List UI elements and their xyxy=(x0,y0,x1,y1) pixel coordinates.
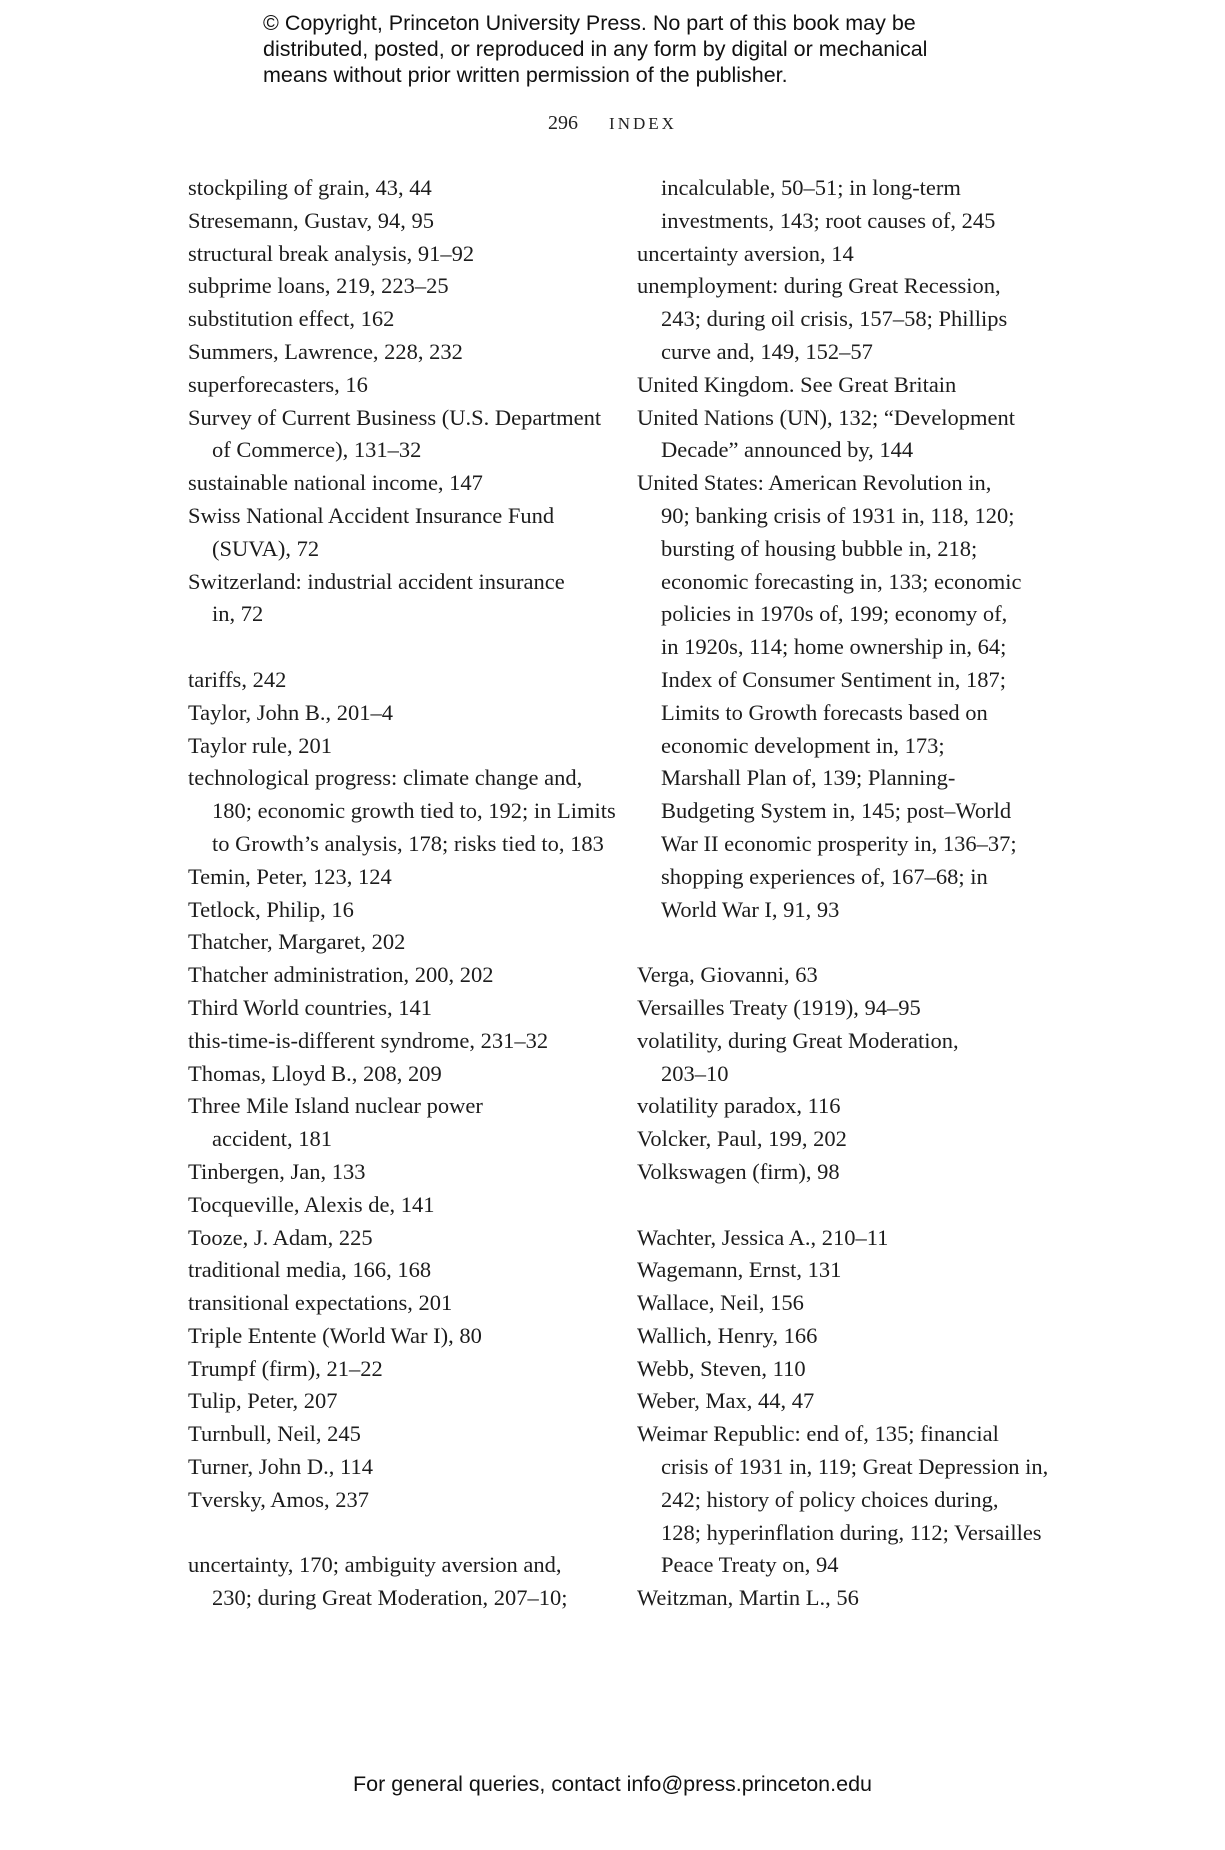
index-entry-line: Taylor rule, 201 xyxy=(188,732,333,758)
index-entry-line: in, 72 xyxy=(212,601,264,627)
index-entry-line: Volkswagen (firm), 98 xyxy=(637,1158,840,1184)
index-entry-line: bursting of housing bubble in, 218; xyxy=(661,535,978,561)
index-entry-line: transitional expectations, 201 xyxy=(188,1290,453,1316)
page-number: 296 xyxy=(548,112,579,134)
index-entry-line: Swiss National Accident Insurance Fund xyxy=(188,502,555,528)
index-entry-line: Turnbull, Neil, 245 xyxy=(188,1421,361,1447)
running-head xyxy=(0,112,1225,135)
index-entry-line: World War I, 91, 93 xyxy=(661,896,840,922)
index-entry-line: accident, 181 xyxy=(212,1126,332,1152)
section-gap xyxy=(637,926,1057,959)
index-entry-line: shopping experiences of, 167–68; in xyxy=(661,863,988,889)
index-entry-line: United States: American Revolution in, xyxy=(637,470,992,496)
index-entry-line: 242; history of policy choices during, xyxy=(661,1486,999,1512)
index-entry-line: Wagemann, Ernst, 131 xyxy=(637,1257,842,1283)
index-entry-line: Taylor, John B., 201–4 xyxy=(188,699,394,725)
index-entry-line: of Commerce), 131–32 xyxy=(212,437,422,463)
index-entry-line: economic development in, 173; xyxy=(661,732,945,758)
section-gap xyxy=(188,631,608,664)
index-entry-line: in 1920s, 114; home ownership in, 64; xyxy=(661,634,1007,660)
index-entry-line: Tooze, J. Adam, 225 xyxy=(188,1224,373,1250)
index-entry-line: structural break analysis, 91–92 xyxy=(188,240,475,266)
index-entry-line: Wachter, Jessica A., 210–11 xyxy=(637,1224,889,1250)
index-entry-line: Tetlock, Philip, 16 xyxy=(188,896,354,922)
index-entry-line: Tulip, Peter, 207 xyxy=(188,1388,338,1414)
index-entry-line: Thatcher, Margaret, 202 xyxy=(188,929,406,955)
index-entry-line: Thomas, Lloyd B., 208, 209 xyxy=(188,1060,442,1086)
copyright-line: © Copyright, Princeton University Press. No part of this book may be xyxy=(263,11,916,35)
index-entry-line: technological progress: climate change and, xyxy=(188,765,583,791)
index-entry-line: Tversky, Amos, 237 xyxy=(188,1486,370,1512)
index-entry-line: Weimar Republic: end of, 135; financial xyxy=(637,1421,999,1447)
index-entry-line: to Growth’s analysis, 178; risks tied to, 183 xyxy=(212,830,604,856)
index-entry-line: 180; economic growth tied to, 192; in Limits xyxy=(212,798,616,824)
index-entry-line: 90; banking crisis of 1931 in, 118, 120; xyxy=(661,502,1015,528)
index-entry-line: 243; during oil crisis, 157–58; Phillips xyxy=(661,306,1008,332)
index-entry-line: substitution effect, 162 xyxy=(188,306,395,332)
index-entry-line: Tinbergen, Jan, 133 xyxy=(188,1158,366,1184)
index-entry-line: uncertainty aversion, 14 xyxy=(637,240,854,266)
index-entry-line: Summers, Lawrence, 228, 232 xyxy=(188,338,463,364)
index-entry-line: 128; hyperinflation during, 112; Versailles xyxy=(661,1519,1042,1545)
index-entry-line: Decade” announced by, 144 xyxy=(661,437,914,463)
index-entry-line: Temin, Peter, 123, 124 xyxy=(188,863,392,889)
index-entry-line: Versailles Treaty (1919), 94–95 xyxy=(637,994,921,1020)
index-entry-line: Webb, Steven, 110 xyxy=(637,1355,806,1381)
copyright-notice xyxy=(263,10,1023,88)
index-entry-line: Index of Consumer Sentiment in, 187; xyxy=(661,666,1006,692)
index-entry-line: investments, 143; root causes of, 245 xyxy=(661,207,996,233)
section-gap xyxy=(637,1189,1057,1222)
index-entry-line: Verga, Giovanni, 63 xyxy=(637,962,818,988)
index-entry-line: sustainable national income, 147 xyxy=(188,470,483,496)
index-entry-line: Budgeting System in, 145; post–World xyxy=(661,798,1012,824)
index-entry-line: unemployment: during Great Recession, xyxy=(637,273,1001,299)
index-entry-line: United Kingdom. See Great Britain xyxy=(637,371,957,397)
index-entry-line: War II economic prosperity in, 136–37; xyxy=(661,830,1017,856)
index-entry-line: Tocqueville, Alexis de, 141 xyxy=(188,1191,435,1217)
index-entry-line: Three Mile Island nuclear power xyxy=(188,1093,483,1119)
index-entry-line: (SUVA), 72 xyxy=(212,535,320,561)
index-entry-line: traditional media, 166, 168 xyxy=(188,1257,432,1283)
index-entry-line: Marshall Plan of, 139; Planning- xyxy=(661,765,956,791)
index-entry-line: 230; during Great Moderation, 207–10; xyxy=(212,1585,568,1611)
index-entry-line: crisis of 1931 in, 119; Great Depression in, xyxy=(661,1454,1049,1480)
section-title: INDEX xyxy=(609,114,677,133)
footer-contact: For general queries, contact info@press.princeton.edu xyxy=(352,1772,872,1796)
index-entry-line: Wallich, Henry, 166 xyxy=(637,1322,818,1348)
index-entry-line: Survey of Current Business (U.S. Department xyxy=(188,404,602,430)
index-entry-line: subprime loans, 219, 223–25 xyxy=(188,273,449,299)
index-entry-line: Peace Treaty on, 94 xyxy=(661,1552,839,1578)
copyright-line: means without prior written permission of the publisher. xyxy=(263,63,788,87)
index-entry-line: volatility, during Great Moderation, xyxy=(637,1027,959,1053)
index-entry-line: United Nations (UN), 132; “Development xyxy=(637,404,1016,430)
index-entry-line: policies in 1970s of, 199; economy of, xyxy=(661,601,1008,627)
index-entry-line: economic forecasting in, 133; economic xyxy=(661,568,1022,594)
index-entry-line: Wallace, Neil, 156 xyxy=(637,1290,804,1316)
index-entry-line: stockpiling of grain, 43, 44 xyxy=(188,175,432,200)
index-entry-line: this-time-is-different syndrome, 231–32 xyxy=(188,1027,549,1053)
index-entry-line: Thatcher administration, 200, 202 xyxy=(188,962,494,988)
index-entry-line: Trumpf (firm), 21–22 xyxy=(188,1355,383,1381)
index-entry-line: superforecasters, 16 xyxy=(188,371,368,397)
index-column-right xyxy=(637,172,1057,1615)
index-entry-line: Third World countries, 141 xyxy=(188,994,432,1020)
index-entry-line: Weber, Max, 44, 47 xyxy=(637,1388,815,1414)
index-entry-line: Turner, John D., 114 xyxy=(188,1454,373,1480)
index-entry-line: incalculable, 50–51; in long-term xyxy=(661,175,961,200)
index-entry-line: Volcker, Paul, 199, 202 xyxy=(637,1126,847,1152)
index-entry-line: tariffs, 242 xyxy=(188,666,287,692)
index-column-left xyxy=(188,172,616,1615)
index-entry-line: Triple Entente (World War I), 80 xyxy=(188,1322,482,1348)
index-entry-line: volatility paradox, 116 xyxy=(637,1093,841,1119)
index-entry-line: Stresemann, Gustav, 94, 95 xyxy=(188,207,435,233)
copyright-line: distributed, posted, or reproduced in any form by digital or mechanical xyxy=(263,37,928,61)
section-gap xyxy=(188,1517,608,1550)
index-entry-line: uncertainty, 170; ambiguity aversion and, xyxy=(188,1552,562,1578)
index-entry-line: curve and, 149, 152–57 xyxy=(661,338,873,364)
index-entry-line: Weitzman, Martin L., 56 xyxy=(637,1585,859,1611)
index-entry-line: 203–10 xyxy=(661,1060,729,1086)
index-entry-line: Limits to Growth forecasts based on xyxy=(661,699,988,725)
index-entry-line: Switzerland: industrial accident insurance xyxy=(188,568,565,594)
